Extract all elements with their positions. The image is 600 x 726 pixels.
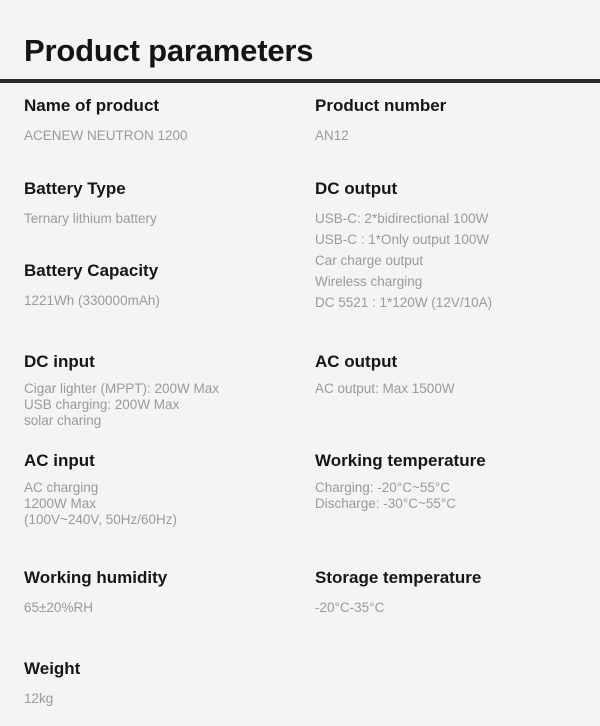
param-values (315, 208, 492, 313)
param-values (24, 480, 177, 528)
title-divider (0, 79, 600, 83)
param-value: Discharge: -30°C~55°C (315, 496, 456, 511)
param-label: Battery Capacity (24, 261, 159, 280)
param-ac-input (24, 450, 177, 528)
param-label: Working temperature (315, 451, 486, 470)
param-value: Car charge output (315, 253, 424, 268)
param-weight (24, 658, 80, 709)
param-values (315, 480, 486, 512)
param-value: AC charging (24, 480, 99, 495)
param-values (24, 125, 188, 146)
param-battery-type (24, 178, 157, 229)
param-storage-temperature (315, 567, 481, 618)
param-working-temperature (315, 450, 486, 512)
param-label: Product number (315, 96, 447, 115)
param-value: -20°C-35°C (315, 600, 385, 615)
param-working-humidity (24, 567, 167, 618)
param-value: 1200W Max (24, 496, 97, 511)
param-dc-output (315, 178, 492, 313)
param-label: Working humidity (24, 568, 168, 587)
param-label: Battery Type (24, 179, 126, 198)
param-values (24, 208, 157, 229)
param-label: DC output (315, 179, 398, 198)
param-ac-output (315, 351, 455, 397)
param-value: Ternary lithium battery (24, 211, 157, 226)
param-values (24, 597, 167, 618)
param-values (24, 688, 80, 709)
param-label: AC input (24, 451, 95, 470)
param-label: Storage temperature (315, 568, 482, 587)
param-value: USB-C: 2*bidirectional 100W (315, 211, 489, 226)
param-values (315, 125, 446, 146)
param-label: Name of product (24, 96, 160, 115)
param-value: ACENEW NEUTRON 1200 (24, 128, 188, 143)
param-value: USB charging: 200W Max (24, 397, 180, 412)
param-value: solar charing (24, 413, 102, 428)
param-label: AC output (315, 352, 398, 371)
param-value: Wireless charging (315, 274, 423, 289)
param-values (24, 290, 160, 311)
param-values (315, 597, 481, 618)
param-dc-input (24, 351, 219, 429)
param-name-of-product (24, 95, 188, 146)
page-title: Product parameters (24, 33, 314, 68)
param-value: AN12 (315, 128, 349, 143)
param-label: Weight (24, 659, 81, 678)
param-value: Cigar lighter (MPPT): 200W Max (24, 381, 220, 396)
param-value: AC output: Max 1500W (315, 381, 455, 396)
param-value: 12kg (24, 691, 54, 706)
param-value: DC 5521 : 1*120W (12V/10A) (315, 295, 493, 310)
param-value: 1221Wh (330000mAh) (24, 293, 160, 308)
param-values (315, 381, 455, 397)
param-battery-capacity (24, 260, 160, 311)
param-product-number (315, 95, 446, 146)
param-value: (100V~240V, 50Hz/60Hz) (24, 512, 177, 527)
param-values (24, 381, 219, 429)
param-value: 65±20%RH (24, 600, 93, 615)
param-value: USB-C : 1*Only output 100W (315, 232, 490, 247)
param-value: Charging: -20°C~55°C (315, 480, 450, 495)
param-label: DC input (24, 352, 95, 371)
